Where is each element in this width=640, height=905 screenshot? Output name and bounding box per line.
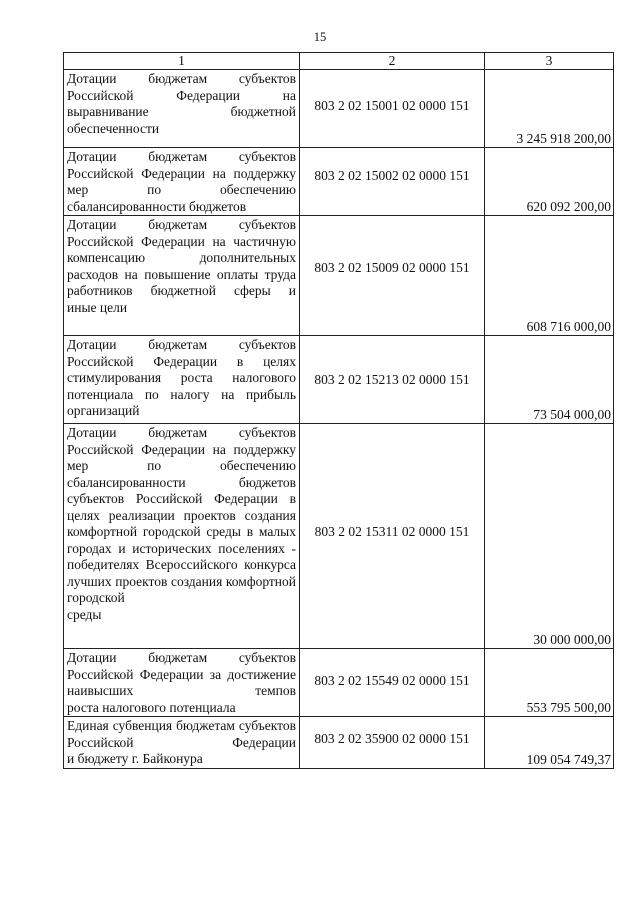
- table-row: [64, 717, 614, 769]
- description-last-line: обеспеченности: [67, 120, 160, 136]
- row-description: [64, 336, 300, 424]
- row-code: 803 2 02 15001 02 0000 151: [300, 70, 485, 148]
- row-description: [64, 70, 300, 148]
- description-last-line: организаций: [67, 403, 140, 418]
- row-amount: 608 716 000,00: [485, 216, 614, 336]
- row-amount: 73 504 000,00: [485, 336, 614, 424]
- description-text: Дотации бюджетам субъектов Российской Федерации за достижение наивысших темпов: [67, 650, 296, 698]
- row-amount: 553 795 500,00: [485, 649, 614, 717]
- row-code: 803 2 02 15002 02 0000 151: [300, 148, 485, 216]
- row-code: 803 2 02 15009 02 0000 151: [300, 216, 485, 336]
- description-last-line: среды: [67, 606, 102, 622]
- row-amount: 620 092 200,00: [485, 148, 614, 216]
- description-text: Дотации бюджетам субъектов Российской Федерации в целях стимулирования роста налогового потенциала по налогу на прибыль: [67, 337, 296, 402]
- description-text: Дотации бюджетам субъектов Российской Федерации на поддержку мер по обеспечению: [67, 149, 296, 197]
- row-amount: 3 245 918 200,00: [485, 70, 614, 148]
- row-amount: 109 054 749,37: [485, 717, 614, 769]
- description-text: Дотации бюджетам субъектов Российской Федерации на поддержку мер по обеспечению сбалансированности бюджетов субъектов Российской Федерации в целях реализации проектов создания комфортной городской среды в малых городах и исторических поселениях - победителях Всероссийского конкурса лучших проектов создания комфортной городской: [67, 425, 296, 605]
- column-header-3: 3: [485, 53, 614, 70]
- budget-table: [63, 52, 614, 769]
- row-description: [64, 717, 300, 769]
- description-text: Дотации бюджетам субъектов Российской Федерации на выравнивание бюджетной: [67, 71, 296, 119]
- description-last-line: иные цели: [67, 299, 128, 315]
- description-last-line: и бюджету г. Байконура: [67, 751, 203, 766]
- row-code: 803 2 02 15311 02 0000 151: [300, 424, 485, 649]
- table-row: [64, 70, 614, 148]
- description-last-line: роста налогового потенциала: [67, 699, 236, 715]
- description-last-line: сбалансированности бюджетов: [67, 198, 247, 214]
- row-description: [64, 649, 300, 717]
- table-row: [64, 336, 614, 424]
- page-number: 15: [313, 30, 327, 44]
- table-header-row: [64, 53, 614, 70]
- row-code: 803 2 02 15549 02 0000 151: [300, 649, 485, 717]
- row-description: [64, 216, 300, 336]
- row-description: [64, 424, 300, 649]
- column-header-1: 1: [64, 53, 300, 70]
- row-amount: 30 000 000,00: [485, 424, 614, 649]
- row-code: 803 2 02 15213 02 0000 151: [300, 336, 485, 424]
- row-description: [64, 148, 300, 216]
- table-row: [64, 424, 614, 649]
- description-text: Единая субвенция бюджетам субъектов Российской Федерации: [67, 718, 296, 750]
- description-text: Дотации бюджетам субъектов Российской Федерации на частичную компенсацию дополнительных расходов на повышение оплаты труда работников бюджетной сферы и: [67, 217, 296, 298]
- row-code: 803 2 02 35900 02 0000 151: [300, 717, 485, 769]
- column-header-2: 2: [300, 53, 485, 70]
- table-row: [64, 148, 614, 216]
- table-row: [64, 649, 614, 717]
- table-row: [64, 216, 614, 336]
